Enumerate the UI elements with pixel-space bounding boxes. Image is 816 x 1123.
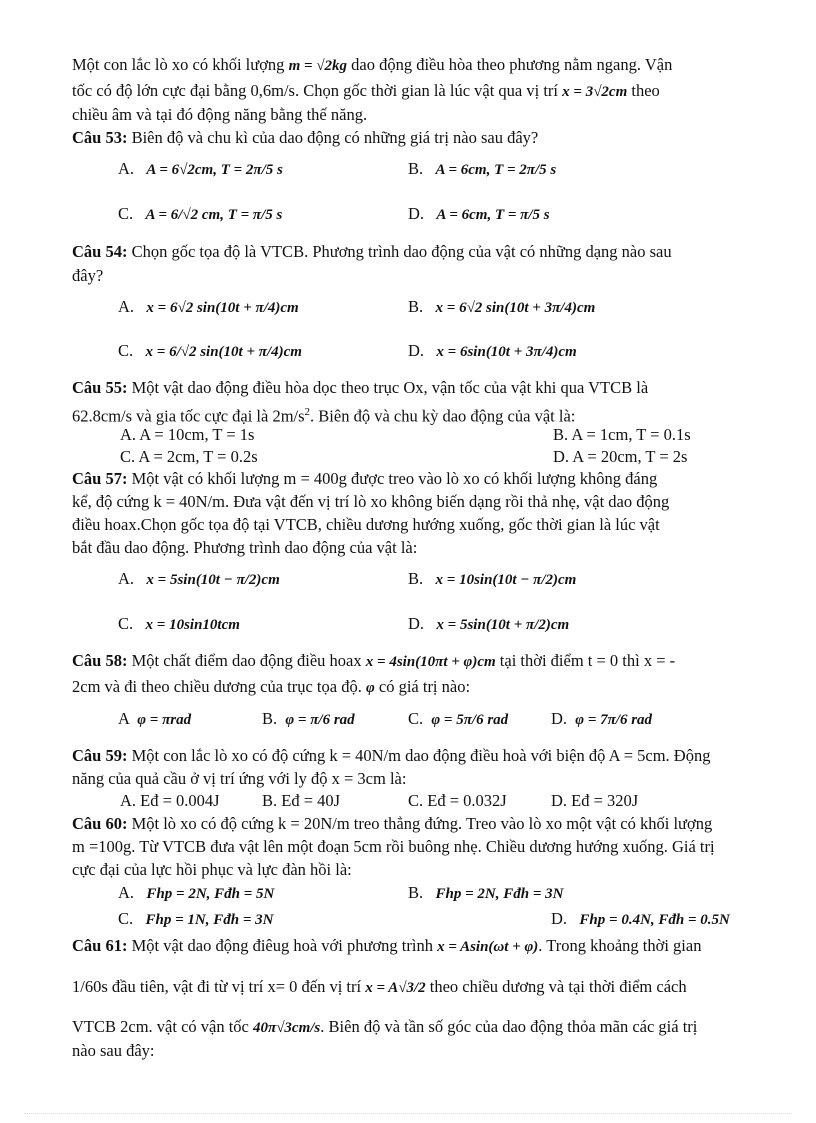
question-57-line-2: kể, độ cứng k = 40N/m. Đưa vật đến vị trí lò xo không biến dạng rồi thả nhẹ, vật dao động (72, 492, 670, 511)
q60-option-a: A. Fhp = 2N, Fđh = 5N (118, 883, 275, 902)
question-61-line-3: VTCB 2cm. vật có vận tốc 40π√3cm/s. Biên độ và tần số góc của dao động thỏa mãn các giá trị (72, 1017, 698, 1036)
q58-option-a: A φ = πrad (118, 709, 192, 728)
question-57-line-3: điều hoax.Chọn gốc tọa độ tại VTCB, chiều dương hướng xuống, gốc thời gian là lúc vật (72, 515, 660, 534)
q55-option-c: C. A = 2cm, T = 0.2s (120, 447, 258, 466)
question-57: Câu 57: Một vật có khối lượng m = 400g được treo vào lò xo có khối lượng không đáng (72, 469, 658, 488)
question-60-line-3: cực đại của lực hồi phục và lực đàn hồi là: (72, 860, 352, 879)
question-61: Câu 61: Một vật dao động điêug hoà với phương trình x = Asin(ωt + φ). Trong khoảng thời gian (72, 936, 702, 955)
q60-option-c: C. Fhp = 1N, Fđh = 3N (118, 909, 274, 928)
q54-option-d: D. x = 6sin(10t + 3π/4)cm (408, 341, 577, 360)
question-58: Câu 58: Một chất điểm dao động điều hoax x = 4sin(10πt + φ)cm tại thời điểm t = 0 thì x = - (72, 651, 676, 670)
q57-option-d: D. x = 5sin(10t + π/2)cm (408, 614, 570, 633)
question-53: Câu 53: Biên độ và chu kì của dao động có những giá trị nào sau đây? (72, 128, 539, 147)
question-59: Câu 59: Một con lắc lò xo có độ cứng k = 40N/m dao động điều hoà với biện độ A = 5cm. Động (72, 746, 711, 765)
question-61-line-2: 1/60s đầu tiên, vật đi từ vị trí x= 0 đến vị trí x = A√3/2 theo chiều dương và tại thời điểm cách (72, 977, 687, 996)
page-bottom-divider (24, 1113, 792, 1114)
mass-equation: m = √2kg (288, 58, 348, 74)
intro-line-1: Một con lắc lò xo có khối lượng m = √2kg dao động điều hòa theo phương nằm ngang. Vận (72, 55, 673, 74)
q59-option-c: C. Eđ = 0.032J (408, 791, 507, 810)
q59-option-b: B. Eđ = 40J (262, 791, 341, 810)
q57-option-a: A. x = 5sin(10t − π/2)cm (118, 569, 280, 588)
question-61-line-4: nào sau đây: (72, 1041, 155, 1060)
question-55: Câu 55: Một vật dao động điều hòa dọc theo trục Ox, vận tốc của vật khi qua VTCB là (72, 378, 649, 397)
question-54-line-2: đây? (72, 266, 104, 285)
q58-option-d: D. φ = 7π/6 rad (551, 709, 653, 728)
question-60-line-2: m =100g. Từ VTCB đưa vật lên một đoạn 5cm rồi buông nhẹ. Chiều dương hướng xuống. Giá trị (72, 837, 715, 856)
q53-option-c: C. A = 6/√2 cm, T = π/5 s (118, 204, 283, 223)
q55-option-d: D. A = 20cm, T = 2s (553, 447, 688, 466)
position-equation: x = 3√2cm (562, 84, 628, 100)
q57-option-b: B. x = 10sin(10t − π/2)cm (408, 569, 577, 588)
q53-option-a: A. A = 6√2cm, T = 2π/5 s (118, 159, 283, 178)
intro-line-3: chiều âm và tại đó động năng bằng thế năng. (72, 105, 368, 124)
q55-option-a: A. A = 10cm, T = 1s (120, 425, 255, 444)
question-58-line-2: 2cm và đi theo chiều dương của trục tọa độ. φ có giá trị nào: (72, 677, 471, 696)
q54-option-b: B. x = 6√2 sin(10t + 3π/4)cm (408, 297, 596, 316)
q57-option-c: C. x = 10sin10tcm (118, 614, 240, 633)
q54-option-c: C. x = 6/√2 sin(10t + π/4)cm (118, 341, 302, 360)
intro-line-2: tốc có độ lớn cực đại bằng 0,6m/s. Chọn gốc thời gian là lúc vật qua vị trí x = 3√2cm theo (72, 81, 660, 100)
q60-option-d: D. Fhp = 0.4N, Fđh = 0.5N (551, 909, 730, 928)
q58-option-c: C. φ = 5π/6 rad (408, 709, 509, 728)
q59-option-a: A. Eđ = 0.004J (120, 791, 220, 810)
q58-option-b: B. φ = π/6 rad (262, 709, 355, 728)
question-59-line-2: năng của quả cầu ở vị trí ứng với ly độ x = 3cm là: (72, 769, 407, 788)
question-54: Câu 54: Chọn gốc tọa độ là VTCB. Phương trình dao động của vật có những dạng nào sau (72, 242, 672, 261)
question-57-line-4: bắt đầu dao động. Phương trình dao động của vật là: (72, 538, 418, 557)
q59-option-d: D. Eđ = 320J (551, 791, 639, 810)
question-60: Câu 60: Một lò xo có độ cứng k = 20N/m treo thẳng đứng. Treo vào lò xo một vật có khối lượng (72, 814, 713, 833)
q53-option-d: D. A = 6cm, T = π/5 s (408, 204, 550, 223)
q53-option-b: B. A = 6cm, T = 2π/5 s (408, 159, 557, 178)
q55-option-b: B. A = 1cm, T = 0.1s (553, 425, 691, 444)
q54-option-a: A. x = 6√2 sin(10t + π/4)cm (118, 297, 299, 316)
question-55-line-2: 62.8cm/s và gia tốc cực đại là $2m/s^2$. Biên độ và chu kỳ dao động của vật là: (72, 406, 576, 426)
q60-option-b: B. Fhp = 2N, Fđh = 3N (408, 883, 564, 902)
